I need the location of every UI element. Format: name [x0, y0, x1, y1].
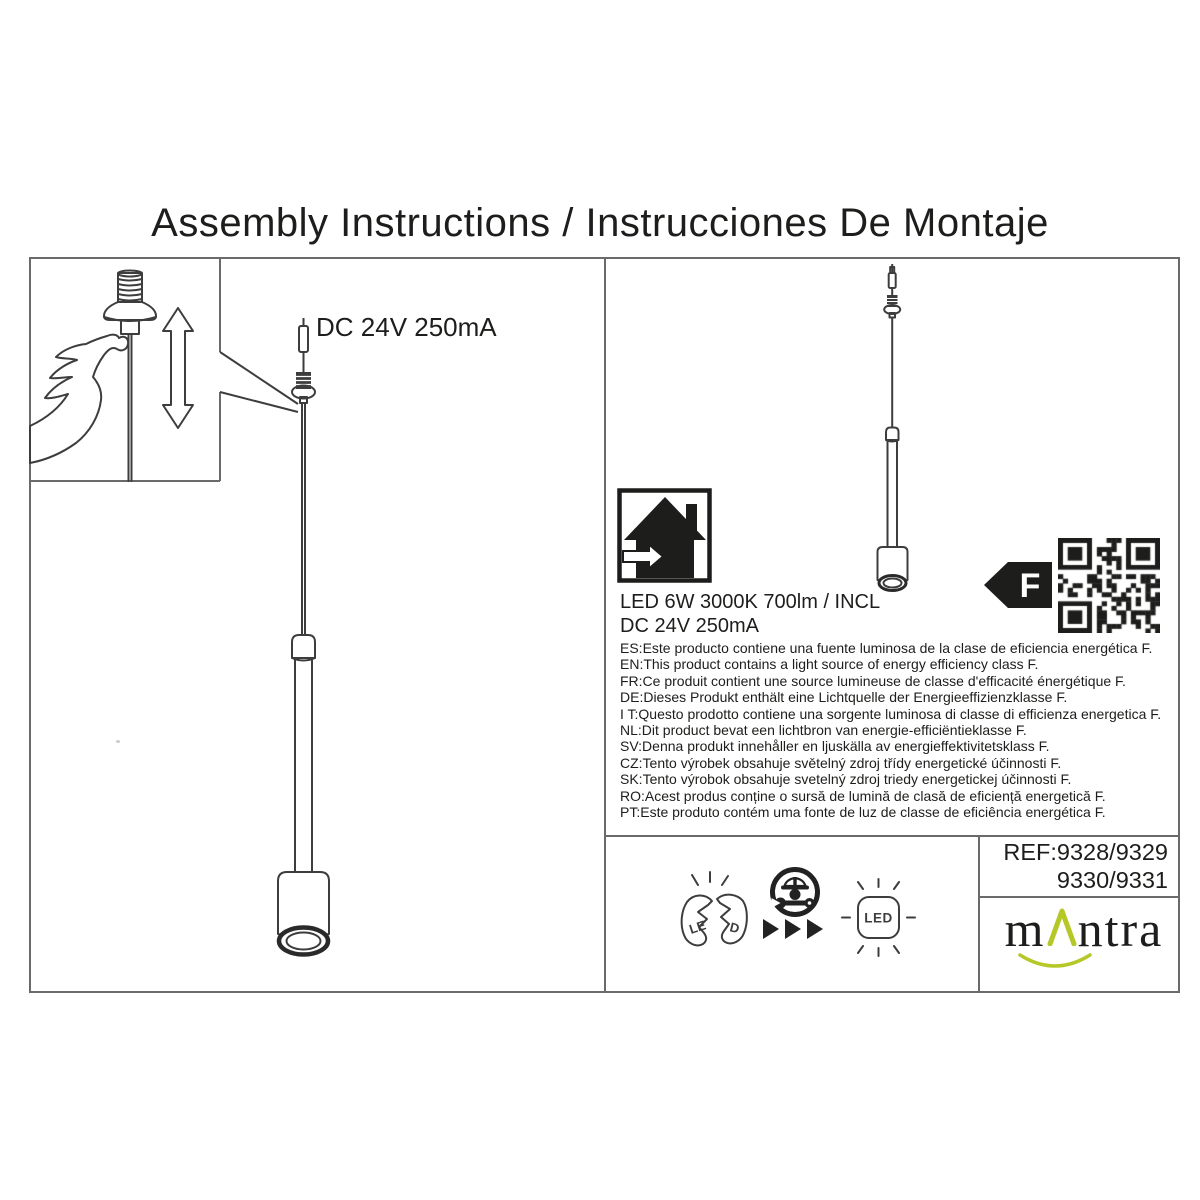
broken-led-text-left: LE — [687, 917, 708, 937]
efficiency-statement-it: I T:Questo prodotto contiene una sorgente luminosa di classe di efficienza energetica F. — [620, 705, 1162, 722]
ref-number-block — [985, 838, 1168, 894]
lamp-cap — [292, 635, 315, 658]
pendant-lamp-diagram — [278, 318, 329, 955]
efficiency-statement-cz: CZ:Tento výrobek obsahuje světelný zdroj třídy energetické účinnosti F. — [620, 754, 1062, 771]
brand-logo — [988, 900, 1180, 974]
cable-gripper — [292, 372, 315, 403]
qr-code — [1058, 538, 1160, 633]
efficiency-statement-en: EN:This product contains a light source of energy efficiency class F. — [620, 656, 1039, 673]
brand-caret-icon — [1047, 908, 1077, 946]
efficiency-statement-pt: PT:Este produto contém uma fonte de luz de classe de eficiência energética F. — [620, 804, 1106, 821]
spec-line-1: LED 6W 3000K 700lm / INCL — [620, 591, 881, 613]
efficiency-statements — [620, 640, 1176, 820]
brand-logo-suffix: ntra — [1077, 901, 1164, 957]
hand-cable-adjuster-illustration — [30, 271, 193, 482]
page-title: Assembly Instructions / Instrucciones De Montaje — [151, 201, 1049, 245]
efficiency-statement-es: ES:Este producto contiene una fuente luminosa de la clase de eficiencia energética F. — [620, 640, 1153, 656]
pendant-lamp-small-diagram — [878, 264, 908, 591]
efficiency-statement-de: DE:Dieses Produkt enthält eine Lichtquelle der Energieeffizienzklasse F. — [620, 689, 1068, 706]
efficiency-statement-sv: SV:Denna produkt innehåller en ljuskälla av energieffektivitetsklass F. — [620, 738, 1050, 755]
callout-lines — [220, 352, 298, 412]
brand-logo-prefix: m — [1004, 901, 1046, 957]
threaded-stud — [118, 271, 142, 303]
broken-led-text-right: D — [728, 919, 742, 937]
brand-arc-icon — [1016, 952, 1094, 974]
efficiency-statement-sk: SK:Tento výrobok obsahuje svetelný zdroj triedy energetickej účinnosti F. — [620, 771, 1072, 788]
scan-artifact-dot — [116, 740, 120, 743]
installer-icon — [763, 870, 823, 940]
indoor-use-icon — [620, 491, 710, 581]
efficiency-statement-fr: FR:Ce produit contient une source lumineuse de classe d'efficacité énergétique F. — [620, 672, 1126, 689]
efficiency-statement-nl: NL:Dit product bevat een lichtbron van energie-efficiëntieklasse F. — [620, 722, 1027, 739]
up-down-arrow-icon — [163, 308, 193, 428]
forward-arrows-icon — [763, 919, 823, 939]
ref-number-line1: REF:9328/9329 — [1003, 839, 1168, 865]
dc-power-label: DC 24V 250mA — [316, 312, 497, 342]
dc-plug — [299, 326, 308, 352]
lamp-tube — [295, 658, 312, 872]
broken-led-icon — [682, 872, 747, 945]
suspension-cable — [302, 403, 305, 635]
glowing-led-text: LED — [864, 910, 893, 926]
ref-number-line2: 9330/9331 — [1056, 867, 1168, 893]
efficiency-statement-ro: RO:Acest produs conține o sursă de lumină de clasă de eficiență energetică F. — [620, 787, 1106, 804]
hand-illustration — [30, 335, 128, 463]
energy-class-letter: F — [1019, 566, 1041, 605]
gripper-neck — [121, 320, 139, 334]
cable-gripper-small — [884, 295, 900, 318]
canopy-bell — [104, 302, 156, 320]
spec-line-2: DC 24V 250mA — [620, 615, 759, 637]
glowing-led-icon — [842, 879, 915, 956]
inset-cable — [129, 334, 132, 481]
